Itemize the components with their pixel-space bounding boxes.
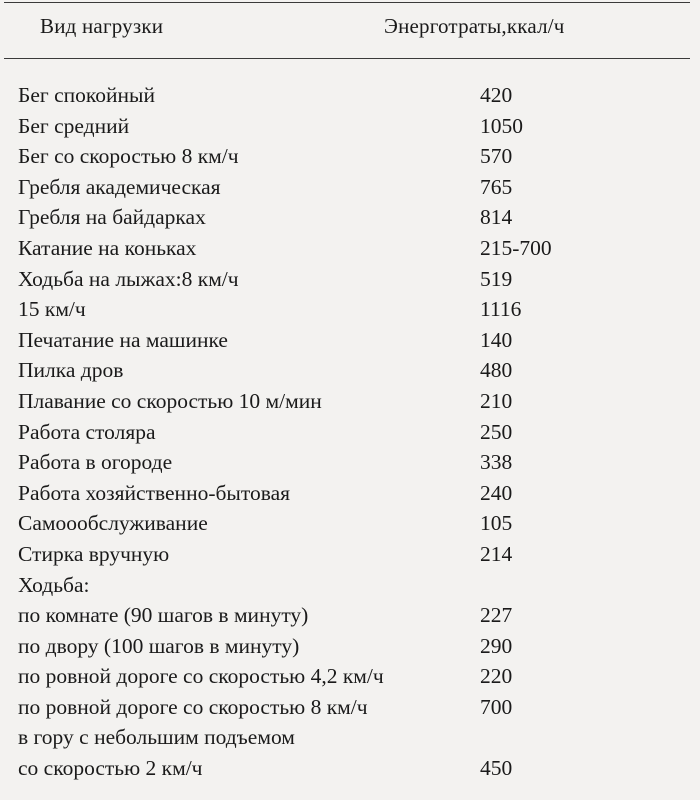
table-body bbox=[0, 80, 700, 784]
activity-name: Катание на коньках bbox=[18, 235, 197, 260]
activity-name: Ходьба на лыжах:8 км/ч bbox=[18, 266, 239, 291]
energy-value: 210 bbox=[480, 388, 513, 413]
table-row bbox=[0, 692, 700, 723]
energy-value: 215-700 bbox=[480, 235, 552, 260]
table-row bbox=[0, 722, 700, 753]
activity-name: Гребля на байдарках bbox=[18, 205, 206, 230]
table-row bbox=[0, 478, 700, 509]
table-row bbox=[0, 539, 700, 570]
energy-value: 290 bbox=[480, 633, 513, 658]
energy-value: 1050 bbox=[480, 113, 523, 138]
activity-name: Пилка дров bbox=[18, 358, 124, 383]
activity-name: Бег средний bbox=[18, 113, 130, 138]
table-row bbox=[0, 141, 700, 172]
header-energy: Энерготраты,ккал/ч bbox=[384, 14, 565, 38]
table-row bbox=[0, 80, 700, 111]
table-header-rule bbox=[4, 58, 690, 59]
table-row-section bbox=[0, 570, 700, 601]
table-row bbox=[0, 386, 700, 417]
energy-value: 814 bbox=[480, 205, 513, 230]
energy-value: 338 bbox=[480, 450, 513, 475]
energy-value: 240 bbox=[480, 480, 513, 505]
activity-name: по ровной дороге со скоростью 4,2 км/ч bbox=[18, 664, 384, 689]
activity-name: по комнате (90 шагов в минуту) bbox=[18, 603, 309, 628]
table-row bbox=[0, 233, 700, 264]
activity-name: со скоростью 2 км/ч bbox=[18, 756, 203, 781]
energy-value: 480 bbox=[480, 358, 513, 383]
table-row bbox=[0, 111, 700, 142]
energy-value: 105 bbox=[480, 511, 513, 536]
energy-value: 700 bbox=[480, 694, 513, 719]
energy-value: 519 bbox=[480, 266, 513, 291]
table-row bbox=[0, 600, 700, 631]
energy-value: 765 bbox=[480, 174, 513, 199]
activity-name: Бег спокойный bbox=[18, 83, 155, 107]
table-row bbox=[0, 417, 700, 448]
table-row bbox=[0, 202, 700, 233]
energy-value: 570 bbox=[480, 144, 513, 169]
activity-name: Стирка вручную bbox=[18, 541, 170, 566]
table-row bbox=[0, 508, 700, 539]
energy-value: 1116 bbox=[480, 297, 522, 322]
table-row bbox=[0, 264, 700, 295]
table-row bbox=[0, 661, 700, 692]
activity-name: Гребля академическая bbox=[18, 174, 221, 199]
table-row bbox=[0, 355, 700, 386]
energy-value: 250 bbox=[480, 419, 513, 444]
activity-name: Самоообслуживание bbox=[18, 511, 208, 536]
activity-name: Плавание со скоростью 10 м/мин bbox=[18, 388, 322, 413]
energy-value: 420 bbox=[480, 83, 513, 107]
energy-value: 220 bbox=[480, 664, 513, 689]
table-row bbox=[0, 447, 700, 478]
section-label-walking: Ходьба: bbox=[18, 572, 90, 597]
activity-name: Работа хозяйственно-бытовая bbox=[18, 480, 291, 505]
energy-value: 450 bbox=[480, 756, 513, 781]
activity-name: 15 км/ч bbox=[18, 297, 86, 322]
energy-value: 214 bbox=[480, 541, 513, 566]
activity-name: Работа в огороде bbox=[18, 450, 173, 475]
energy-value: 227 bbox=[480, 603, 513, 628]
table-row bbox=[0, 631, 700, 662]
table-top-rule bbox=[4, 2, 690, 3]
table-row bbox=[0, 753, 700, 784]
activity-name: Работа столяра bbox=[18, 419, 156, 444]
header-activity: Вид нагрузки bbox=[40, 14, 164, 38]
table-row bbox=[0, 294, 700, 325]
table-row bbox=[0, 172, 700, 203]
activity-name: по двору (100 шагов в минуту) bbox=[18, 633, 300, 658]
activity-name: по ровной дороге со скоростью 8 км/ч bbox=[18, 694, 368, 719]
activity-name: Печатание на машинке bbox=[18, 327, 228, 352]
activity-name: Бег со скоростью 8 км/ч bbox=[18, 144, 239, 169]
table-row bbox=[0, 325, 700, 356]
energy-value: 140 bbox=[480, 327, 513, 352]
activity-name: в гору с небольшим подъемом bbox=[18, 725, 295, 750]
